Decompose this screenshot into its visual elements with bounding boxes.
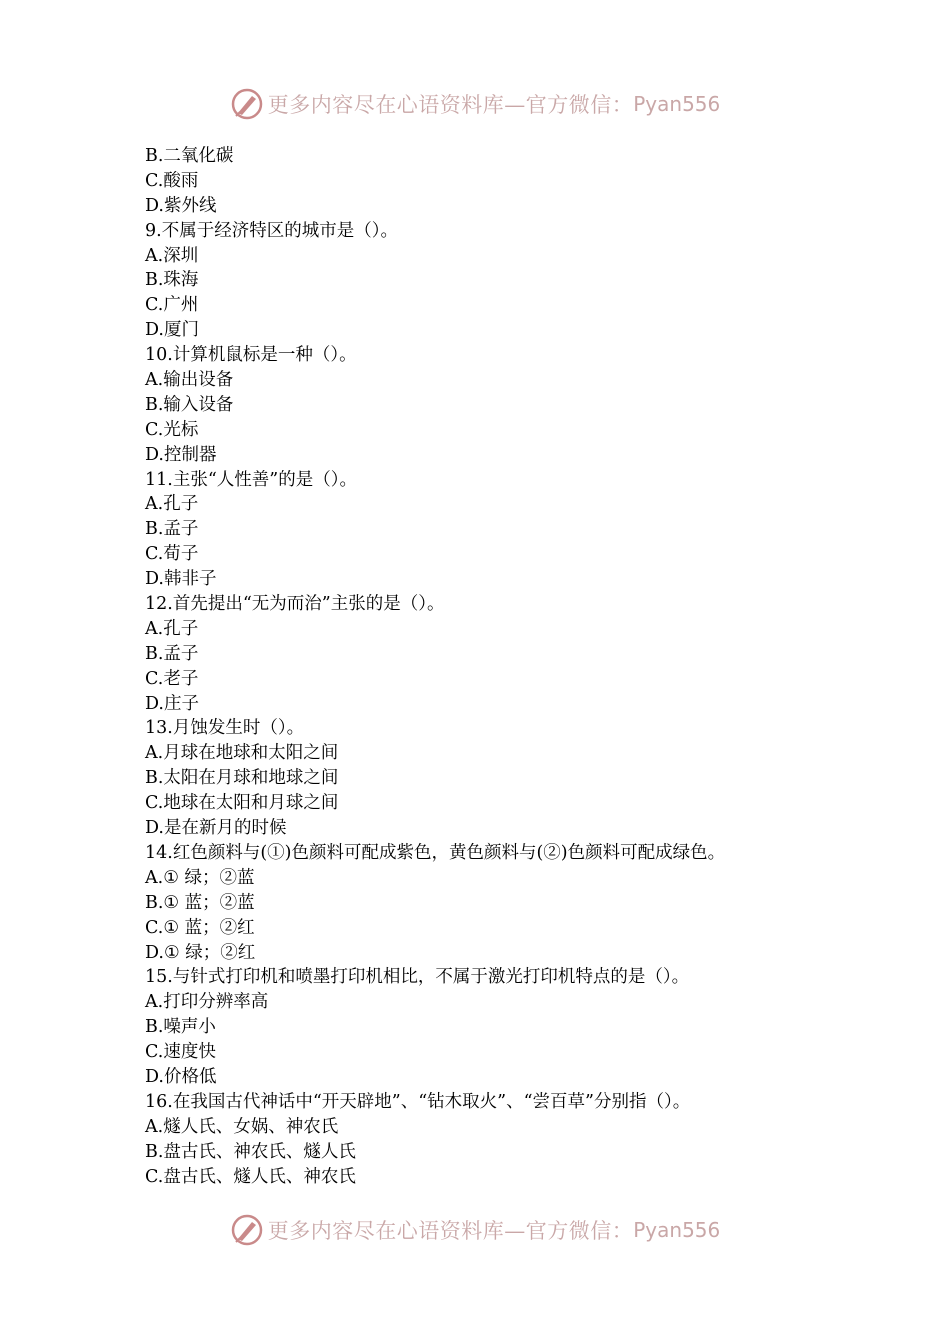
answer-option: C.地球在太阳和月球之间 — [145, 793, 339, 814]
answer-option: D.紫外线 — [145, 195, 217, 216]
question-text: 10.计算机鼠标是一种（）。 — [145, 345, 357, 366]
answer-option: C.老子 — [145, 668, 199, 689]
answer-option: A.孔子 — [145, 618, 199, 639]
answer-option: C.速度快 — [145, 1042, 216, 1063]
pen-circle-logo-icon — [230, 87, 264, 121]
watermark-text: 更多内容尽在心语资料库—官方微信： — [267, 93, 634, 117]
answer-option: D.价格低 — [145, 1066, 217, 1087]
answer-option: D.庄子 — [145, 693, 199, 714]
answer-option: C.广州 — [145, 295, 199, 316]
answer-option: A.孔子 — [145, 494, 199, 515]
answer-option: D.是在新月的时候 — [145, 818, 287, 839]
answer-option: B.太阳在月球和地球之间 — [145, 768, 339, 789]
pen-circle-logo-icon — [230, 1213, 264, 1247]
answer-option: C.酸雨 — [145, 170, 199, 191]
question-list — [145, 144, 905, 1189]
answer-option: C.光标 — [145, 419, 199, 440]
answer-option: B.孟子 — [145, 643, 199, 664]
answer-option: B.噪声小 — [145, 1017, 216, 1038]
question-text: 13.月蚀发生时（）。 — [145, 718, 305, 739]
question-text: 16.在我国古代神话中“开天辟地”、“钻木取火”、“尝百草”分别指（）。 — [145, 1091, 691, 1112]
question-text: 9.不属于经济特区的城市是（）。 — [145, 220, 398, 241]
answer-option: B.盘古氏、神农氏、燧人氏 — [145, 1141, 356, 1162]
answer-option: A.月球在地球和太阳之间 — [145, 743, 339, 764]
answer-option: A.输出设备 — [145, 370, 234, 391]
answer-option: C.盘古氏、燧人氏、神农氏 — [145, 1166, 356, 1187]
answer-option: C.荀子 — [145, 544, 199, 565]
watermark-handle: Pyan556 — [633, 1218, 721, 1242]
answer-option: B.输入设备 — [145, 394, 234, 415]
answer-option: B.二氧化碳 — [145, 146, 234, 166]
answer-option: B.孟子 — [145, 519, 199, 540]
answer-option: A.打印分辨率高 — [145, 992, 269, 1013]
watermark-handle: Pyan556 — [633, 92, 721, 116]
answer-option: A.深圳 — [145, 245, 199, 266]
header-watermark — [0, 84, 950, 124]
answer-option: A.燧人氏、女娲、神农氏 — [145, 1116, 339, 1137]
question-text: 15.与针式打印机和喷墨打印机相比，不属于激光打印机特点的是（）。 — [145, 967, 690, 988]
footer-watermark — [0, 1210, 950, 1250]
question-text: 14.红色颜料与(①)色颜料可配成紫色，黄色颜料与(②)色颜料可配成绿色。 — [145, 842, 726, 863]
answer-option: D.韩非子 — [145, 569, 217, 590]
answer-option: D.控制器 — [145, 444, 217, 465]
answer-option: C.① 蓝；②红 — [145, 917, 255, 938]
answer-option: D.① 绿；②红 — [145, 942, 256, 963]
answer-option: D.厦门 — [145, 320, 199, 341]
answer-option: A.① 绿；②蓝 — [145, 867, 255, 888]
answer-option: B.① 蓝；②蓝 — [145, 892, 255, 913]
answer-option: B.珠海 — [145, 270, 199, 291]
watermark-text: 更多内容尽在心语资料库—官方微信： — [267, 1219, 634, 1243]
question-text: 11.主张“人性善”的是（）。 — [145, 469, 357, 490]
question-text: 12.首先提出“无为而治”主张的是（）。 — [145, 594, 445, 615]
